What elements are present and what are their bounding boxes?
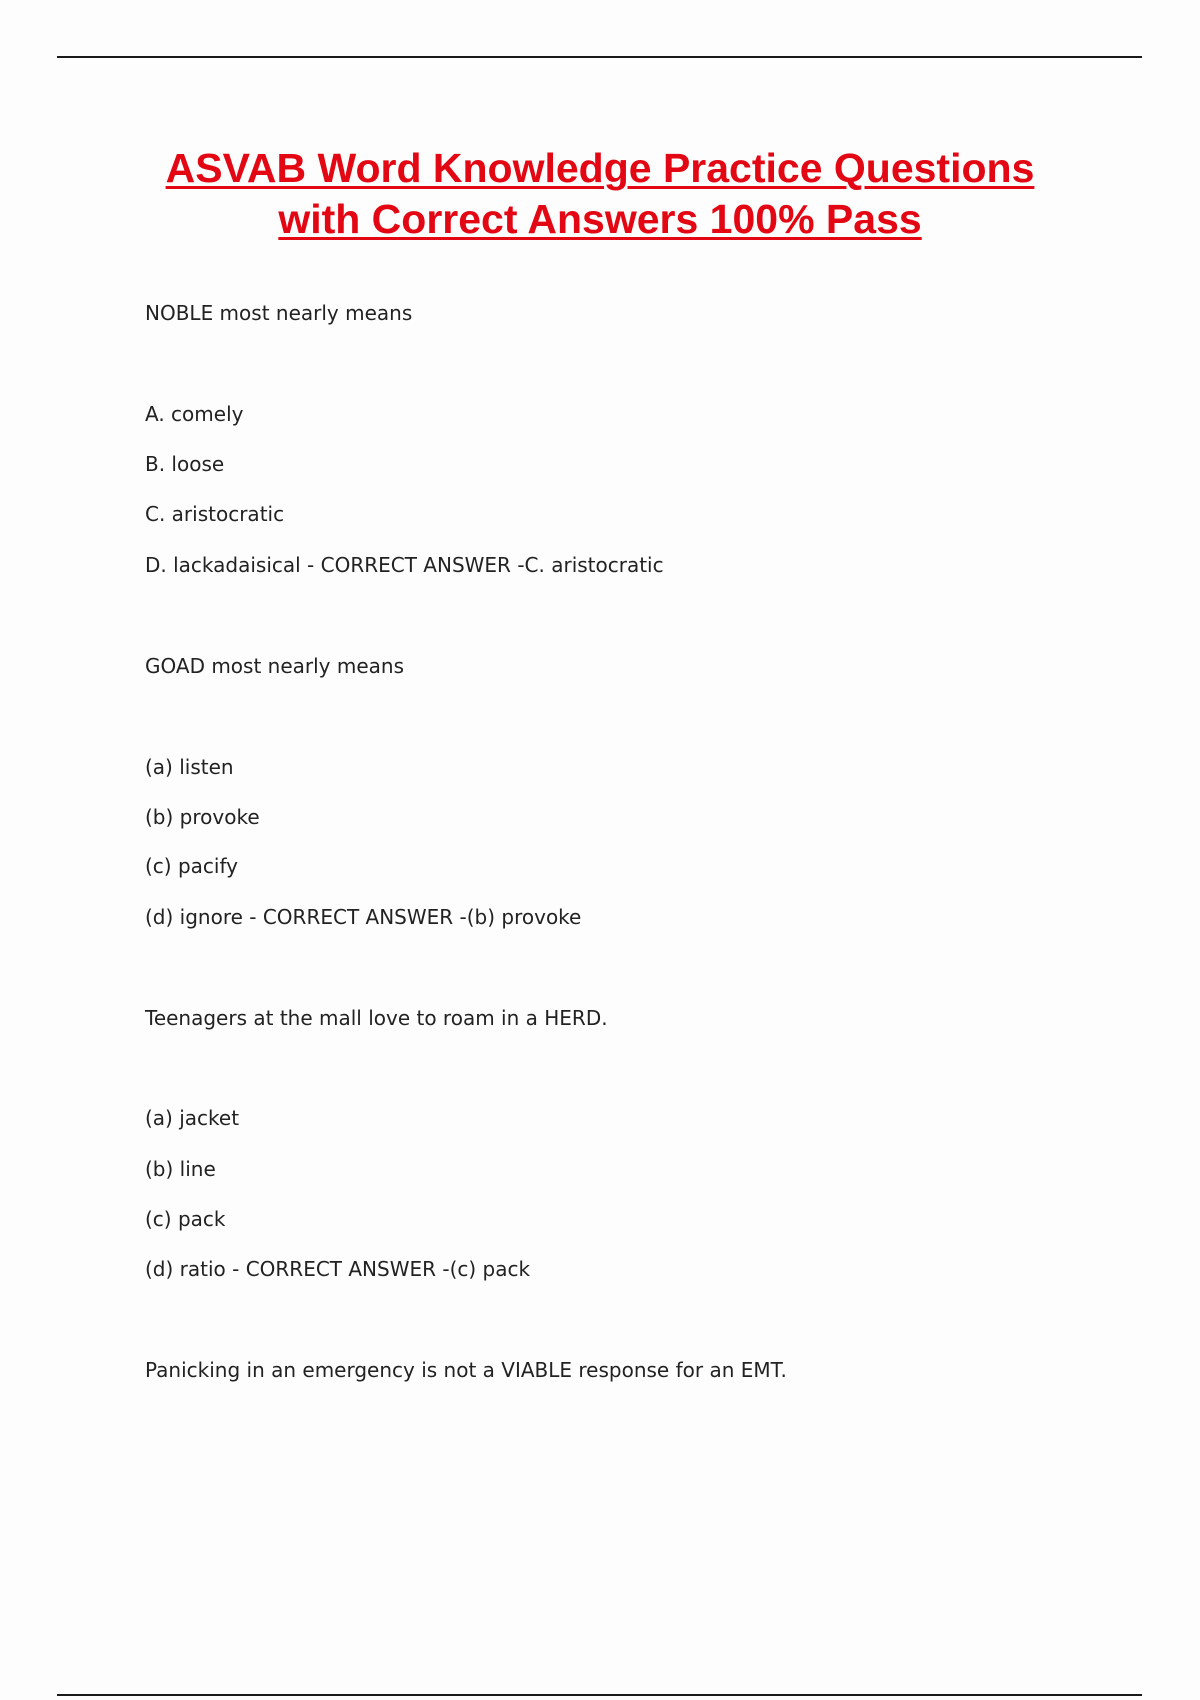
bottom-rule: [57, 1694, 1142, 1696]
question-2-option-a: (a) listen: [145, 755, 234, 779]
document-title: [100, 143, 1100, 245]
question-3-option-b: (b) line: [145, 1157, 216, 1181]
question-4-prompt: Panicking in an emergency is not a VIABLE response for an EMT.: [145, 1358, 787, 1382]
question-3-prompt: Teenagers at the mall love to roam in a HERD.: [145, 1006, 608, 1030]
title-line-1: ASVAB Word Knowledge Practice Questions: [165, 145, 1035, 191]
question-2-option-b: (b) provoke: [145, 805, 260, 829]
top-rule: [57, 56, 1142, 58]
question-2-option-c: (c) pacify: [145, 854, 238, 878]
title-line-2: with Correct Answers 100% Pass: [278, 196, 922, 242]
question-1-option-a: A. comely: [145, 402, 244, 426]
question-1-answer: D. lackadaisical - CORRECT ANSWER -C. aristocratic: [145, 553, 664, 577]
question-1-option-c: C. aristocratic: [145, 502, 285, 526]
question-1-option-b: B. loose: [145, 452, 225, 476]
question-1-prompt: NOBLE most nearly means: [145, 301, 413, 325]
question-2-prompt: GOAD most nearly means: [145, 654, 405, 678]
question-3-option-c: (c) pack: [145, 1207, 226, 1231]
question-3-option-a: (a) jacket: [145, 1106, 240, 1130]
question-2-answer: (d) ignore - CORRECT ANSWER -(b) provoke: [145, 905, 582, 929]
question-3-answer: (d) ratio - CORRECT ANSWER -(c) pack: [145, 1257, 531, 1281]
